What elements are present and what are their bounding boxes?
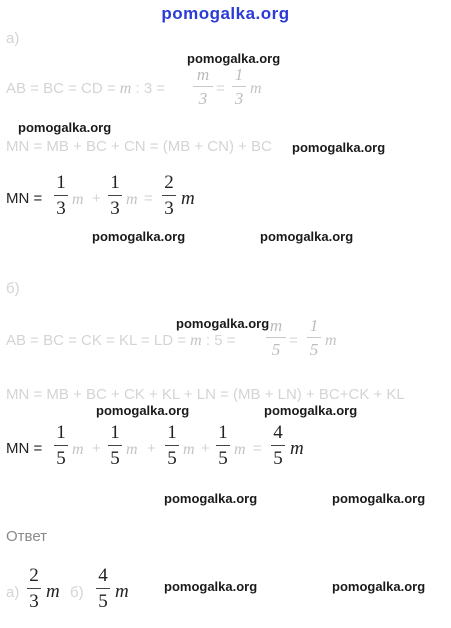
part-b-eq1-prefix: AB = BC = CK = KL = LD = m : 5 =	[6, 332, 236, 349]
fraction-1-over-5: 1 5	[216, 423, 230, 468]
watermark: pomogalka.org	[187, 51, 281, 66]
part-b-label: б)	[6, 280, 20, 297]
var-m: m	[126, 441, 138, 458]
part-b-eq2: MN = MB + BC + CK + KL + LN = (MB + LN) + BC+CK + KL	[6, 386, 405, 403]
fraction-2-over-3: 2 3	[162, 173, 176, 218]
watermark: pomogalka.org	[176, 316, 270, 331]
equals-sign: =	[289, 332, 298, 349]
part-b-mn-prefix: MN =	[6, 440, 43, 457]
var-m: m	[46, 581, 60, 602]
fraction-1-over-3: 1 3	[108, 173, 122, 218]
equals-sign: =	[216, 80, 225, 97]
fraction-m-over-3: m 3	[193, 66, 213, 107]
fraction-1-over-5: 1 5	[307, 317, 321, 358]
watermark: pomogalka.org	[292, 140, 386, 155]
fraction-1-over-3: 1 3	[54, 173, 68, 218]
equals-sign: =	[253, 440, 262, 457]
fraction-4-over-5: 4 5	[271, 423, 285, 468]
fraction-1-over-5: 1 5	[108, 423, 122, 468]
fraction-2-over-3: 2 3	[27, 566, 41, 611]
var-m: m	[250, 80, 262, 97]
var-m: m	[115, 581, 129, 602]
fraction-4-over-5: 4 5	[96, 566, 110, 611]
site-header[interactable]: pomogalka.org	[161, 4, 290, 23]
plus-sign: +	[147, 440, 156, 457]
part-a-eq2: MN = MB + BC + CN = (MB + CN) + BC	[6, 138, 272, 155]
var-m: m	[325, 332, 337, 349]
var-m: m	[183, 441, 195, 458]
watermark: pomogalka.org	[260, 229, 354, 244]
watermark: pomogalka.org	[332, 491, 426, 506]
var-m: m	[126, 191, 138, 208]
equals-sign: =	[144, 190, 153, 207]
answer-b-label: б)	[70, 584, 84, 601]
watermark: pomogalka.org	[92, 229, 186, 244]
watermark: pomogalka.org	[18, 120, 112, 135]
fraction-1-over-5: 1 5	[54, 423, 68, 468]
var-m: m	[290, 438, 304, 459]
part-a-eq1-prefix: AB = BC = CD = m : 3 =	[6, 80, 166, 97]
watermark: pomogalka.org	[264, 403, 358, 418]
watermark: pomogalka.org	[96, 403, 190, 418]
fraction-1-over-5: 1 5	[165, 423, 179, 468]
watermark: pomogalka.org	[164, 491, 258, 506]
watermark: pomogalka.org	[164, 579, 258, 594]
var-m: m	[234, 441, 246, 458]
var-m: m	[72, 191, 84, 208]
answer-heading: Ответ	[6, 528, 48, 545]
fraction-1-over-3: 1 3	[232, 66, 246, 107]
var-m: m	[72, 441, 84, 458]
watermark: pomogalka.org	[332, 579, 426, 594]
plus-sign: +	[92, 190, 101, 207]
part-a-mn-prefix: MN =	[6, 190, 43, 207]
plus-sign: +	[92, 440, 101, 457]
plus-sign: +	[201, 440, 210, 457]
var-m: m	[181, 188, 195, 209]
part-a-label: а)	[6, 30, 20, 47]
answer-a-label: а)	[6, 584, 20, 601]
fraction-m-over-5: m 5	[266, 317, 286, 358]
